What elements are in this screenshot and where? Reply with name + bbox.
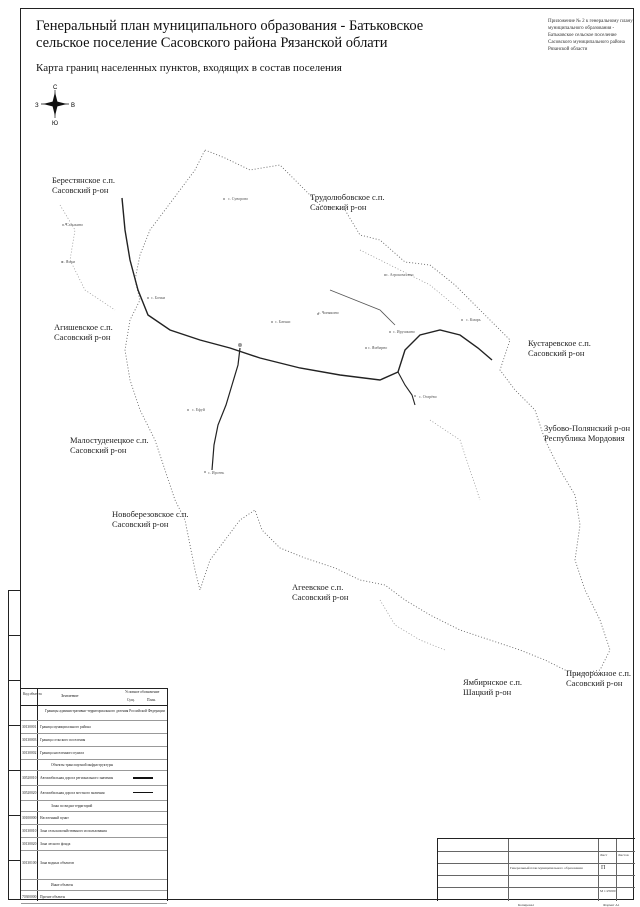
appendix-note: Приложение № 2 к генеральному плану муниципального образования - Батьковское сельское поселение Сасовского муниципального района Рязанской области xyxy=(548,19,633,52)
regional-road xyxy=(122,198,492,380)
village-label: с. Огарёво xyxy=(419,394,437,399)
region-label: Берестянское с.п. Сасовский р-он xyxy=(52,175,116,195)
compass-n: С xyxy=(53,85,58,91)
settlement-boundary xyxy=(125,150,610,675)
compass-rose-icon xyxy=(41,90,69,118)
village-label: с. Суворово xyxy=(228,196,249,201)
village-label: с. Батьки xyxy=(275,319,291,324)
map-title: Генеральный план муниципального образования - Батьковское сельское поселение Сасовского района Рязанской облати xyxy=(36,18,424,51)
village-label: с. Ирсень xyxy=(208,470,225,475)
region-label: Придорожное с.п. Сасовский р-он xyxy=(566,668,632,688)
village-label: с. Чинякино xyxy=(318,310,339,315)
map-subtitle: Карта границ населенных пунктов, входящих в состав поселения xyxy=(36,62,342,74)
village-label: с. Ямки xyxy=(62,259,76,264)
village-label: с. Ямбирно xyxy=(368,345,388,350)
village-label: с. Агрокомплекс xyxy=(386,272,415,277)
region-label: Агишевское с.п. Сасовский р-он xyxy=(54,322,113,342)
village-label: с. Ирушкино xyxy=(393,329,415,334)
region-label: Ямбирнское с.п. Шацкий р-он xyxy=(463,677,523,697)
region-label: Новоберезовское с.п. Сасовский р-он xyxy=(112,509,189,529)
compass-e: В xyxy=(71,103,76,109)
region-label: Кустаревское с.п. Сасовский р-он xyxy=(528,338,591,358)
village-label: с. Кмарь xyxy=(466,317,481,322)
village-markers xyxy=(61,198,463,473)
village-label: с. Бочки xyxy=(151,295,166,300)
region-label: Зубово-Полянский р-он Республика Мордовия xyxy=(544,423,630,443)
compass-w: З xyxy=(35,103,39,109)
village-label: с. Ефуй xyxy=(192,407,205,412)
region-label: Агеевское с.п. Сасовский р-он xyxy=(292,582,349,602)
compass-s: Ю xyxy=(52,121,59,127)
region-label: Трудолюбовское с.п. Сасовский р-он xyxy=(310,192,385,212)
region-label: Малостуденецкое с.п. Сасовский р-он xyxy=(70,435,149,455)
legend-table: Код объекта Значение Условное обозначение Сущ. План. Границы административно-территориального деления Российской Федерации 30130001 Граница муниципального района 30130003 Граница сельского поселения 30130002 Граница населенного пункта Объекты транспортной инфраструктуры 30520010 Автомобильная дорога регионального значения 30520020 Автомобильная дорога местного значения Зоны по видам территорий 30100000 Населенный пункт 30130010 Зона сельскохозяйственного использования 30130020 Зона лесного фонда 30130100 Зона водных объектов Иные объекты 70300000 Прочие объекты xyxy=(21,688,168,901)
title-block: Генеральный план муниципального образования Лист Листов П М 1:25000 Копировал Формат А1 xyxy=(437,838,635,901)
village-label: п. Сазыкино xyxy=(62,222,84,227)
